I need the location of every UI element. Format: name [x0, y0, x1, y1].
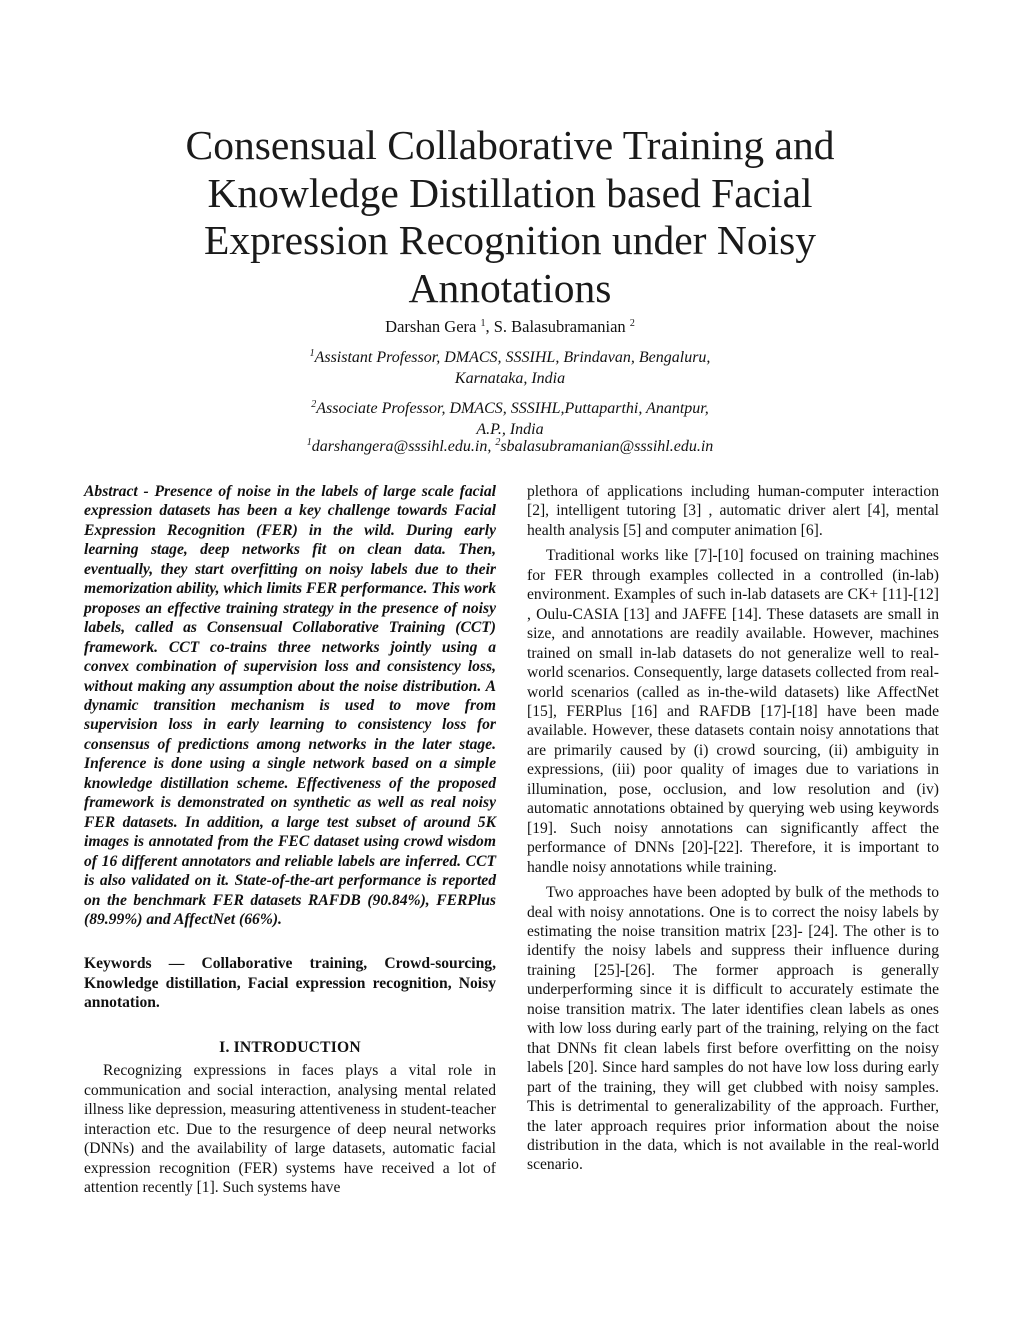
right-column: [527, 482, 939, 1175]
body-paragraph: Traditional works like [7]-[10] focused on training machines for FER through examples collected in a controlled (in-lab) environment. Examples of such in-lab datasets are CK+ [11]-[12] , Oulu-CASIA [13] and JAFFE [14]. These datasets are small in size, and annotations are readily available. However, machines trained on small in-lab datasets do not generalize well to real-world scenarios. Consequently, large datasets collected from real-world scenarios (called as in-the-wild datasets) like AffectNet [15], FERPlus [16] and RAFDB [17]-[18] have been made available. However, these datasets contain noisy annotations that are primarily caused by (i) crowd sourcing, (ii) ambiguity in expressions, (iii) poor quality of images due to variations in illumination, pose, occlusion, and low resolution and (iv) automatic annotations obtained by querying web using keywords [19]. Such noisy annotations can significantly affect the performance of DNNs [20]-[22]. Therefore, it is important to handle noisy annotations while training.: [527, 547, 939, 876]
author-name: Darshan Gera: [385, 317, 477, 336]
keywords: Keywords — Collaborative training, Crowd-sourcing, Knowledge distillation, Facial expression recognition, Noisy annotation.: [84, 955, 496, 1012]
title-line: Knowledge Distillation based Facial: [207, 169, 813, 216]
left-column: [84, 482, 496, 1197]
author-name: S. Balasubramanian: [493, 317, 626, 336]
author-emails: [200, 436, 820, 457]
section-heading: I. INTRODUCTION: [219, 1038, 361, 1056]
body-paragraph: plethora of applications including human-computer interaction [2], intelligent tutoring [3] , automatic driver alert [4], mental health analysis [5] and computer animation [6].: [527, 483, 939, 539]
title-line: Annotations: [408, 264, 612, 311]
affiliation-text: A.P., India: [476, 421, 544, 438]
affiliation-text: Karnataka, India: [454, 370, 566, 387]
email-address: darshangera@sssihl.edu.in,: [311, 438, 492, 455]
affiliation-superscript: 1: [309, 348, 315, 359]
affiliation-superscript: 2: [311, 399, 317, 410]
title-line: Consensual Collaborative Training and: [185, 122, 835, 168]
author-superscript: 2: [629, 318, 635, 329]
affiliation-text: Assistant Professor, DMACS, SSSIHL, Brindavan, Bengaluru,: [314, 349, 711, 366]
author-separator: ,: [485, 317, 494, 336]
affiliation: [250, 347, 770, 389]
intro-paragraph: Recognizing expressions in faces plays a vital role in communication and social interaction, analysing mental related illness like depression, measuring attentiveness in student-teacher interaction etc. Due to the resurgence of deep neural networks (DNNs) and the availability of large datasets, automatic facial expression recognition (FER) systems have received a lot of attention recently [1]. Such systems have: [84, 1062, 496, 1196]
abstract: Abstract - Presence of noise in the labels of large scale facial expression datasets has been a key challenge towards Facial Expression Recognition (FER) in the wild. During early learning stage, deep networks fit on clean data. Then, eventually, they start overfitting on noisy labels due to their memorization ability, which limits FER performance. This work proposes an effective training strategy in the presence of noisy labels, called as Consensual Collaborative Training (CCT) framework. CCT co-trains three networks jointly using a convex combination of supervision loss and consistency loss, without making any assumption about the noise distribution. A dynamic transition mechanism is used to move from supervision loss in early learning to consistency loss for consensus of predictions among networks in the later stage. Inference is done using a single network based on a simple knowledge distillation scheme. Effectiveness of the proposed framework is demonstrated on synthetic as well as real noisy FER datasets. In addition, a large test subset of around 5K images is annotated from the FEC dataset using crowd wisdom of 16 different annotators and reliable labels are inferred. CCT is also validated on it. State-of-the-art performance is reported on the benchmark FER datasets RAFDB (90.84%), FERPlus (89.99%) and AffectNet (66%).: [84, 483, 496, 928]
author-superscript: 1: [480, 318, 486, 329]
title-line: Expression Recognition under Noisy: [203, 217, 817, 263]
affiliation-text: Associate Professor, DMACS, SSSIHL,Puttaparthi, Anantpur,: [316, 400, 709, 417]
author-list: [150, 316, 870, 338]
email-address: sbalasubramanian@sssihl.edu.in: [500, 438, 714, 455]
email-superscript: 1: [306, 437, 312, 448]
email-superscript: 2: [495, 437, 501, 448]
affiliation: [250, 398, 770, 440]
paper-title: [150, 122, 870, 312]
body-paragraph: Two approaches have been adopted by bulk of the methods to deal with noisy annotations. One is to correct the noisy labels by estimating the noise transition matrix [23]- [24]. The other is to identify the noisy labels and suppress their influence during training [25]-[26]. The former approach is generally underperforming since it is difficult to accurately estimate the noise transition matrix. The later identifies clean labels as ones with low loss during early part of the training, relying on the fact that DNNs fit clean labels first before overfitting on the noisy labels [20]. Since hard samples do not have low loss during early part of the training, they will get clubbed with noisy samples. This is detrimental to generalizability of the approach. Further, the later approach requires prior information about the noise distribution in the data, which is not available in the real-world scenario.: [527, 884, 939, 1174]
